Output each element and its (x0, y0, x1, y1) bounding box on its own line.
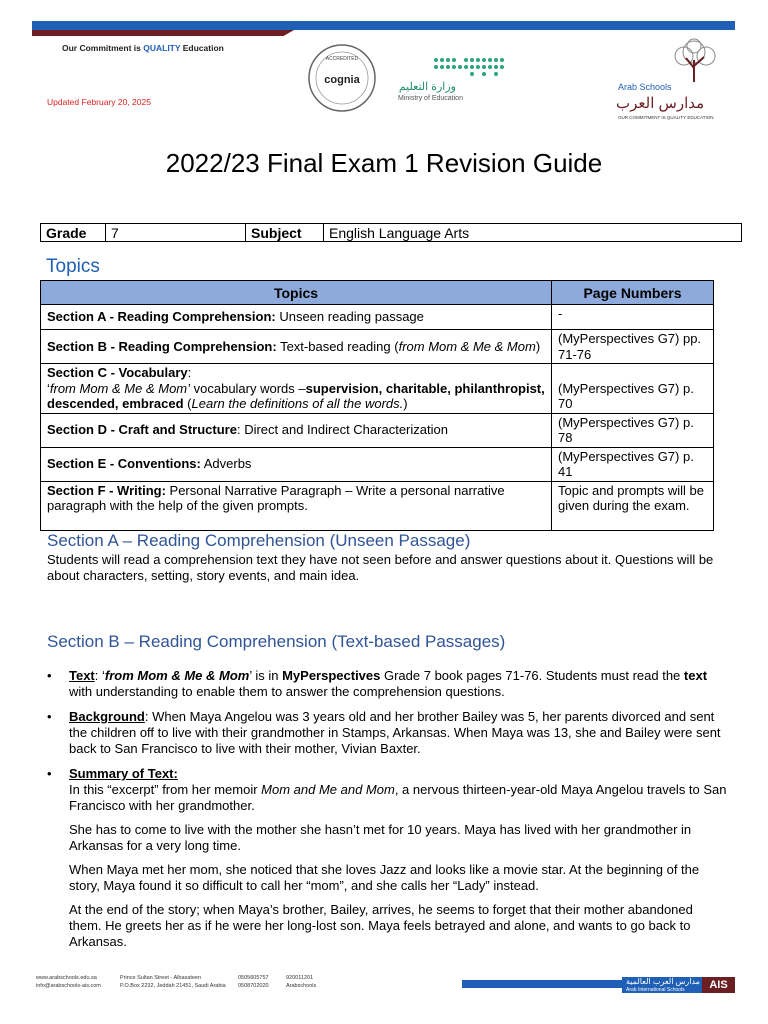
cognia-accreditation-seal (307, 43, 377, 113)
bullet-icon: • (47, 766, 52, 781)
school-arabic-name: مدارس العرب (616, 95, 705, 112)
topic-cell: Section B - Reading Comprehension: Text-based reading (from Mom & Me & Mom) (41, 330, 552, 364)
table-row (41, 413, 714, 447)
pages-cell: (MyPerspectives G7) pp. 71-76 (552, 330, 714, 364)
subject-label: Subject (246, 224, 324, 242)
school-tagline: OUR COMMITMENT IS QUALITY EDUCATION (618, 115, 714, 120)
page-footer (32, 972, 735, 996)
list-item: • Summary of Text: In this “excerpt” from her memoir Mom and Me and Mom, a nervous thirteen-year-old Maya Angelou travels to San Francisco with her grandmother. She has to come to live with the mother she hasn’t met for 10 years. Maya has lived with her grandmother in Arkansas for a very long time. When Maya met her mom, she noticed that she loves Jazz and looks like a movie star. At the beginning of the story, Maya found it so difficult to call her “mom”, and she calls her “Lady” instead. At the end of the story; when Maya’s brother, Bailey, arrives, he seems to forget that their mother abandoned them. He greets her as if he were her long-lost son. Maya feels betrayed and alone, and wants to go back to Arkansas. (47, 766, 727, 949)
pages-cell: (MyPerspectives G7) p. 78 (552, 413, 714, 447)
section-a-text: Students will read a comprehension text they have not seen before and answer questions about it. Questions will be about characters, setting, story events, and main idea. (47, 552, 714, 583)
updated-date: Updated February 20, 2025 (47, 97, 151, 107)
page-title: 2022/23 Final Exam 1 Revision Guide (165, 148, 603, 178)
ministry-of-education-logo (396, 52, 508, 108)
table-row (41, 447, 714, 481)
tree-icon (614, 38, 738, 84)
section-a-heading: Section A – Reading Comprehension (Unseen Passage) (47, 531, 471, 550)
table-row (41, 364, 714, 414)
moe-dots-icon (396, 52, 508, 80)
footer-email: info@arabschools-ais.com (36, 983, 101, 989)
table-row (41, 224, 742, 242)
header-red-bar (32, 30, 294, 36)
table-row (41, 330, 714, 364)
table-row (41, 305, 714, 330)
topics-table (40, 280, 714, 531)
footer-blue-band (462, 980, 627, 988)
moe-arabic-name: وزارة التعليم (398, 81, 456, 93)
topic-cell: Section F - Writing: Personal Narrative Paragraph – Write a personal narrative paragraph with the help of the given prompts. (41, 481, 552, 530)
subject-value: English Language Arts (324, 224, 742, 242)
table-header-row (41, 281, 714, 305)
list-item: • Background: When Maya Angelou was 3 years old and her brother Bailey was 5, her parents divorced and sent the children off to live with their grandmother in Stamps, Arkansas. When Maya was 13, she and Bailey were sent back to San Francisco to live with their mother, Vivian Baxter. (47, 709, 721, 756)
pages-cell: (MyPerspectives G7) p. 41 (552, 447, 714, 481)
grade-subject-table (40, 223, 742, 242)
school-english-name: Arab Schools (618, 82, 672, 92)
topic-cell: Section E - Conventions: Adverbs (41, 447, 552, 481)
footer-phone-3: 920011201 (286, 975, 314, 981)
arab-schools-logo (614, 38, 738, 122)
pages-cell: - (552, 305, 714, 330)
cognia-name: cognia (324, 74, 360, 86)
footer-ais-name: مدارس العرب العالمية Arab International Schools (622, 977, 704, 993)
footer-pobox: P.O.Box 2232, Jeddah 21451, Saudi Arabia (120, 983, 226, 989)
topic-cell: Section C - Vocabulary: ‘from Mom & Me & Mom’ vocabulary words –supervision, charitable, philanthropist, descended, embraced (Learn the definitions of all the words.) (41, 364, 552, 414)
section-b-bullets (47, 668, 727, 959)
footer-phone-1: 0505605757 (238, 975, 269, 981)
footer-street: Prince Sultan Street - Albasateen (120, 975, 202, 981)
topics-heading: Topics (46, 256, 100, 277)
topic-cell: Section D - Craft and Structure: Direct and Indirect Characterization (41, 413, 552, 447)
table-row (41, 481, 714, 530)
commitment-slogan: Our Commitment is QUALITY Education (62, 43, 224, 53)
footer-ais-logo: AIS (702, 977, 735, 993)
grade-label: Grade (41, 224, 106, 242)
footer-website: www.arabschools.edu.sa (36, 975, 97, 981)
topic-cell: Section A - Reading Comprehension: Unseen reading passage (41, 305, 552, 330)
pages-cell: Topic and prompts will be given during the exam. (552, 481, 714, 530)
bullet-icon: • (47, 668, 52, 683)
cognia-top-text: ACCREDITED (325, 56, 359, 62)
pages-cell: (MyPerspectives G7) p. 70 (552, 364, 714, 414)
section-b-heading: Section B – Reading Comprehension (Text-based Passages) (47, 632, 506, 651)
grade-value: 7 (106, 224, 246, 242)
footer-social: Arabschools (286, 983, 317, 989)
topics-column-header: Topics (41, 281, 552, 305)
moe-english-name: Ministry of Education (398, 95, 463, 102)
footer-phone-2: 0508702020 (238, 983, 269, 989)
header-blue-bar (32, 21, 735, 30)
page-numbers-column-header: Page Numbers (552, 281, 714, 305)
bullet-icon: • (47, 709, 52, 724)
list-item: • Text: ‘from Mom & Me & Mom’ is in MyPerspectives Grade 7 book pages 71-76. Students must read the text with understanding to enable them to answer the comprehension questions. (47, 668, 708, 699)
